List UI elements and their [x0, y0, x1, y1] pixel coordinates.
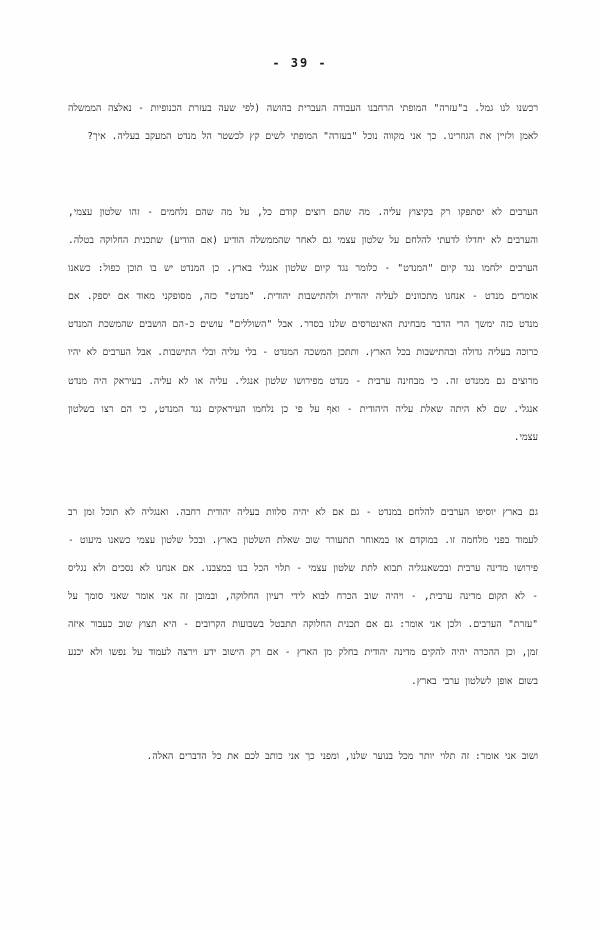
paragraph-2: הערבים לא יסתפקו רק בקיצוץ עליה. מה שהם רוצים קודם כל, על מה שהם נלחמים - זהו שלטון עצמי, והערבים לא יחדלו לדעתי להלחם על שלטון עצמי גם לאחר שהממשלה הודיע (אם הודיע) שתכנית החלוקה בטלה. הערבים ילחמו נגד קיום "המנדט" - כלומר נגד קיום שלטון אנגלי בארץ. כן המנדט יש בו תוכן כפול: כשאנו אומרים מנדט - אנחנו מתכוונים לעליה יהודית ולהתישבות יהודית. "מנדט" כזה, מסופקני מאוד אם יספק. אם מנדט כזה ימשך הרי הדבר מבחינת האינטרסים שלנו בסדר. אבל "השוללים" עושים כ-הם הושבים שהמשכת המנדט כרוכה בעליה גדולה ובהתישבות בכל הארץ. ותתכן המשכה המנדט - בלי עליה ובלי התישבות. אבל הערבים לא יהיו מרוצים גם ממנדט זה. כי מבחינה ערבית - מנדט מפירושו שלטון אנגלי. עליה או לא עליה. בעיראק היה מנדט אנגלי. שם לא היתה שאלת עליה היהודית - ואף על פי כן נלחמו העיראקים נגד המנדט, כי הם רצו בשלטון עצמי.	[68, 207, 538, 443]
paragraph-4: ושוב אני אומר: זה תלוי יותר מכל בנוער שלנו, ומפני כך אני כותב לכם את כל הדברים האלה.	[146, 751, 538, 762]
paragraph-1: רכשנו לנו גמל. ב"עזרה" המופתי הרחבנו העבודה העברית בהושה (לפי שעה בעזרת הכנופיות - נאלצה הממשלה לאמן ולזיין את הגוזרינו. כך אני מקווה נוכל "בעזרה" המופתי לשים קץ לכשטר הל מנדט המעקב בעליה. איך?	[68, 103, 538, 143]
page-number: - 39 -	[272, 56, 328, 70]
paragraph-3: גם בארץ יוסיפו הערבים להלחם במנדט - גם אם לא יהיה סלוות בעליה יהודית רחבה. ואנגליה לא תוכל זמן רב לעמוד בפני מלחמה זו. במוקדם או במאוחר תתעורר שוב שאלת השלטון בארץ. ובכל שלטון עצמי כשאנו מיעוט - פירושו מדינה ערבית ובכשאנגליה תבוא לתת שלטון עצמי - תלוי הכל בנו במצבנו. אם אנחנו לא נסכים ולא נגליס - לא תקום מדינה ערבית, - ויהיה שוב הכרח לבוא לידי רעיון החלוקה, ובמובן זה אני אומר שאני סומך על "עזרת" הערבים. ולכן אני אומר: גם אם תכנית החלוקה תתבטל בשבועות הקרובים - היא תצוץ שוב כעבור איזה זמן, וכן ההכרה יהיה להקים מדינה יהודית בחלק מן הארץ - אם רק הישוב ידע וירצה לעמוד על נפשו ולא יכנע בשום אופן לשלטון ערבי בארץ.	[68, 507, 538, 687]
